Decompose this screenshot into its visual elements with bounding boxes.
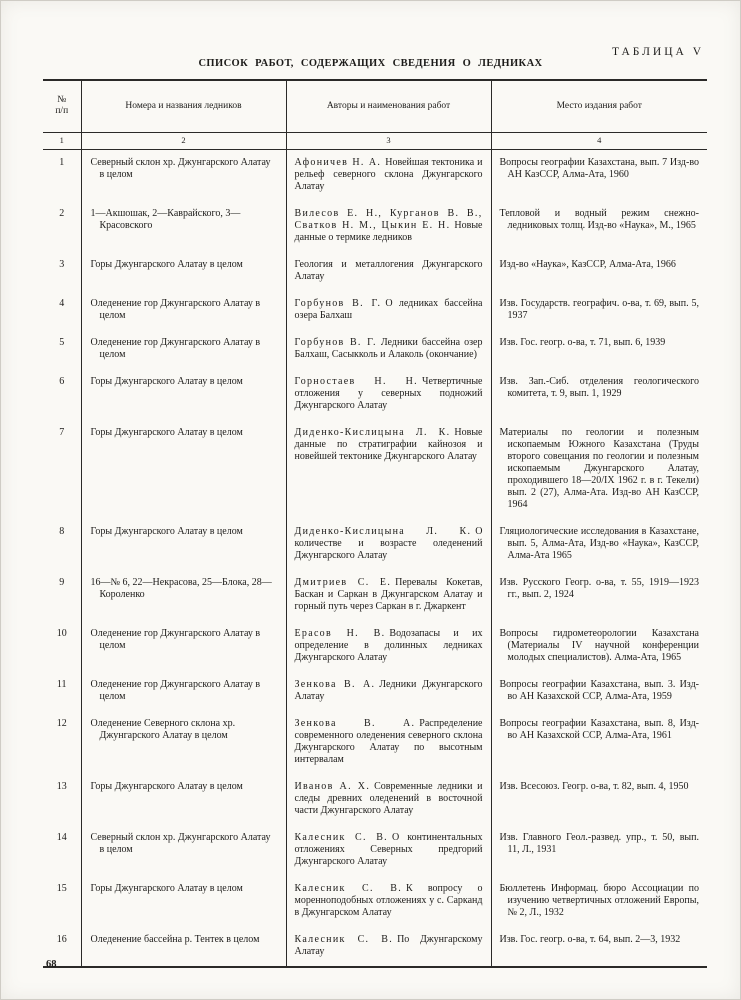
work-entry	[286, 570, 491, 621]
header-num-line1: №	[57, 94, 67, 105]
publication: Изв. Зап.-Сиб. отделения геологического комитета, т. 9, вып. 1, 1929	[499, 375, 699, 399]
row-number: 5	[43, 330, 81, 369]
author-names: Дмитриев С. Е.	[294, 576, 392, 588]
work-title: Четвертичные отложения у северных подножий Джунгарского Алатау	[294, 375, 483, 411]
row-number: 1	[43, 149, 81, 201]
author-names: Иванов А. Х.	[294, 780, 371, 792]
work-entry	[286, 672, 491, 711]
work-title: Ледники бассейна озер Балхаш, Сасыкколь и Алаколь (окончание)	[294, 336, 483, 360]
row-number: 16	[43, 927, 81, 967]
column-number-row	[43, 132, 707, 149]
row-number: 3	[43, 252, 81, 291]
publication: Изв. Гос. геогр. о-ва, т. 71, вып. 6, 1939	[499, 336, 666, 348]
header-publication: Место издания работ	[491, 80, 707, 132]
glacier-names: Горы Джунгарского Алатау в целом	[81, 369, 286, 420]
publication: Вопросы географии Казахстана, вып. 3. Изд-во АН Казахской ССР, Алма-Ата, 1959	[499, 678, 699, 702]
glacier-names: Оледенение гор Джунгарского Алатау в целом	[81, 291, 286, 330]
table-header	[43, 80, 707, 149]
work-entry	[286, 519, 491, 570]
work-title: О количестве и возрасте оледенений Джунгарского Алатау	[294, 525, 483, 561]
row-number: 13	[43, 774, 81, 825]
glacier-names: Северный склон хр. Джунгарского Алатау в целом	[81, 825, 286, 876]
work-title: По Джунгарскому Алатау	[294, 933, 483, 957]
column-number-3: 3	[286, 132, 491, 149]
table-row	[43, 519, 707, 570]
column-number-2: 2	[81, 132, 286, 149]
author-names: Калесник С. В.	[294, 882, 403, 894]
work-title: Распределение современного оледенения северного склона Джунгарского Алатау по высотным интервалам	[294, 717, 483, 765]
author-names: Вилесов Е. Н., Курганов В. В., Сватков Н. М., Цыкин Е. Н.	[294, 207, 483, 231]
author-names: Диденко-Кислицына Л. К.	[294, 525, 472, 537]
table-label: ТАБЛИЦА V	[612, 46, 704, 58]
glacier-names: Оледенение гор Джунгарского Алатау в целом	[81, 672, 286, 711]
author-names: Зенкова В. А.	[294, 717, 416, 729]
work-title: О ледниках бассейна озера Балхаш	[294, 297, 483, 321]
glacier-names: Горы Джунгарского Алатау в целом	[81, 252, 286, 291]
table-body	[43, 149, 707, 967]
page-title: СПИСОК РАБОТ, СОДЕРЖАЩИХ СВЕДЕНИЯ О ЛЕДНИКАХ	[198, 58, 543, 69]
glacier-names: Горы Джунгарского Алатау в целом	[81, 876, 286, 927]
work-entry	[286, 149, 491, 201]
work-title: Новые данные по стратиграфии кайнозоя и новейшей тектонике Джунгарского Алатау	[294, 426, 483, 462]
work-entry	[286, 201, 491, 252]
header-row	[43, 80, 707, 132]
publication: Материалы по геологии и полезным ископаемым Южного Казахстана (Труды второго совещания по геологии и полезным ископаемым Джунгарского Алатау, проходившего 18—20/IX 1962 г. в г. Текели) вып. 2 (27), Алма-Ата. Изд-во АН КазССР, 1964	[499, 426, 699, 510]
glacier-names: Оледенение Северного склона хр. Джунгарского Алатау в целом	[81, 711, 286, 774]
glacier-names: Оледенение гор Джунгарского Алатау в целом	[81, 621, 286, 672]
author-names: Горбунов В. Г.	[294, 297, 382, 309]
table-row	[43, 621, 707, 672]
work-entry	[286, 876, 491, 927]
glacier-names: Горы Джунгарского Алатау в целом	[81, 774, 286, 825]
author-names: Горностаев Н. Н.	[294, 375, 418, 387]
work-entry	[286, 330, 491, 369]
table-row	[43, 201, 707, 252]
work-entry	[286, 291, 491, 330]
publication: Изв. Гос. геогр. о-ва, т. 64, вып. 2—3, 1932	[499, 933, 681, 945]
row-number: 8	[43, 519, 81, 570]
work-title: Перевалы Кокетав, Баскан и Саркан в Джунгарском Алатау и горный путь через Саркан в г. Джаркент	[294, 576, 483, 612]
author-names: Зенкова В. А.	[294, 678, 376, 690]
table-row	[43, 291, 707, 330]
table-row	[43, 252, 707, 291]
author-names: Афоничев Н. А.	[294, 156, 382, 168]
row-number: 4	[43, 291, 81, 330]
publication: Вопросы географии Казахстана, вып. 8, Изд-во АН Казахской ССР, Алма-Ата, 1961	[499, 717, 699, 741]
work-entry	[286, 420, 491, 519]
glacier-names: Северный склон хр. Джунгарского Алатау в целом	[81, 149, 286, 201]
table-row	[43, 149, 707, 201]
author-names: Диденко-Кислицына Л. К.	[294, 426, 451, 438]
table-row	[43, 330, 707, 369]
work-title: О континентальных отложениях Северных предгорий Джунгарского Алатау	[294, 831, 483, 867]
glacier-names: 16—№ 6, 22—Некрасова, 25—Блока, 28—Короленко	[81, 570, 286, 621]
work-entry	[286, 252, 491, 291]
table-row	[43, 825, 707, 876]
work-title: Новые данные о термике ледников	[294, 219, 483, 243]
row-number: 12	[43, 711, 81, 774]
works-table	[43, 79, 707, 968]
row-number: 9	[43, 570, 81, 621]
header-works: Авторы и наименования работ	[286, 80, 491, 132]
row-number: 6	[43, 369, 81, 420]
publication: Изв. Всесоюз. Геогр. о-ва, т. 82, вып. 4, 1950	[499, 780, 689, 792]
header-num	[43, 80, 81, 132]
publication: Изд-во «Наука», КазССР, Алма-Ата, 1966	[499, 258, 676, 270]
glacier-names: 1—Акшошак, 2—Каврайского, 3—Красовского	[81, 201, 286, 252]
work-entry	[286, 774, 491, 825]
publication: Изв. Государств. географич. о-ва, т. 69, вып. 5, 1937	[499, 297, 699, 321]
table-row	[43, 876, 707, 927]
publication: Изв. Главного Геол.-развед. упр., т. 50, вып. 11, Л., 1931	[499, 831, 699, 855]
publication: Изв. Русского Геогр. о-ва, т. 55, 1919—1923 гг., вып. 2, 1924	[499, 576, 699, 600]
header-glaciers: Номера и названия ледников	[81, 80, 286, 132]
author-names: Горбунов В. Г.	[294, 336, 377, 348]
publication: Гляциологические исследования в Казахстане, вып. 5, Алма-Ата, Изд-во «Наука», КазССР, Алма-Ата 1965	[499, 525, 699, 561]
work-title: Геология и металлогения Джунгарского Алатау	[294, 258, 483, 282]
work-title: Водозапасы и их определение в долинных ледниках Джунгарского Алатау	[294, 627, 483, 663]
work-entry	[286, 825, 491, 876]
row-number: 10	[43, 621, 81, 672]
publication: Вопросы географии Казахстана, вып. 7 Изд-во АН КазССР, Алма-Ата, 1960	[499, 156, 699, 180]
table-row	[43, 570, 707, 621]
table-row	[43, 672, 707, 711]
publication: Вопросы гидрометеорологии Казахстана (Материалы IV научной конференции молодых специалистов). Алма-Ата, 1965	[499, 627, 699, 663]
row-number: 2	[43, 201, 81, 252]
table-row	[43, 774, 707, 825]
work-title: Новейшая тектоника и рельеф северного склона Джунгарского Алатау	[294, 156, 483, 192]
author-names: Калесник С. В.	[294, 831, 388, 843]
row-number: 11	[43, 672, 81, 711]
work-entry	[286, 927, 491, 967]
work-title: Современные ледники и следы древних оледенений в восточной части Джунгарского Алатау	[294, 780, 483, 816]
page-number: 68	[46, 959, 57, 970]
glacier-names: Оледенение бассейна р. Тентек в целом	[81, 927, 286, 967]
table-row	[43, 927, 707, 967]
row-number: 7	[43, 420, 81, 519]
glacier-names: Горы Джунгарского Алатау в целом	[81, 420, 286, 519]
table-row	[43, 369, 707, 420]
work-entry	[286, 621, 491, 672]
column-number-4: 4	[491, 132, 707, 149]
author-names: Ерасов Н. В.	[294, 627, 386, 639]
work-title: К вопросу о моренноподобных отложениях у с. Сарканд в Джунгарском Алатау	[294, 882, 483, 918]
row-number: 14	[43, 825, 81, 876]
work-entry	[286, 369, 491, 420]
header-num-line2: п/п	[55, 106, 69, 117]
table-row	[43, 711, 707, 774]
work-title: Ледники Джунгарского Алатау	[294, 678, 483, 702]
glacier-names: Горы Джунгарского Алатау в целом	[81, 519, 286, 570]
publication: Бюллетень Информац. бюро Ассоциации по изучению четвертичных отложений Европы, № 2, Л., 1932	[499, 882, 699, 918]
row-number: 15	[43, 876, 81, 927]
publication: Тепловой и водный режим снежно-ледниковых толщ. Изд-во «Наука», М., 1965	[499, 207, 699, 231]
column-number-1: 1	[43, 132, 81, 149]
work-entry	[286, 711, 491, 774]
author-names: Калесник С. В.	[294, 933, 394, 945]
table-row	[43, 420, 707, 519]
glacier-names: Оледенение гор Джунгарского Алатау в целом	[81, 330, 286, 369]
